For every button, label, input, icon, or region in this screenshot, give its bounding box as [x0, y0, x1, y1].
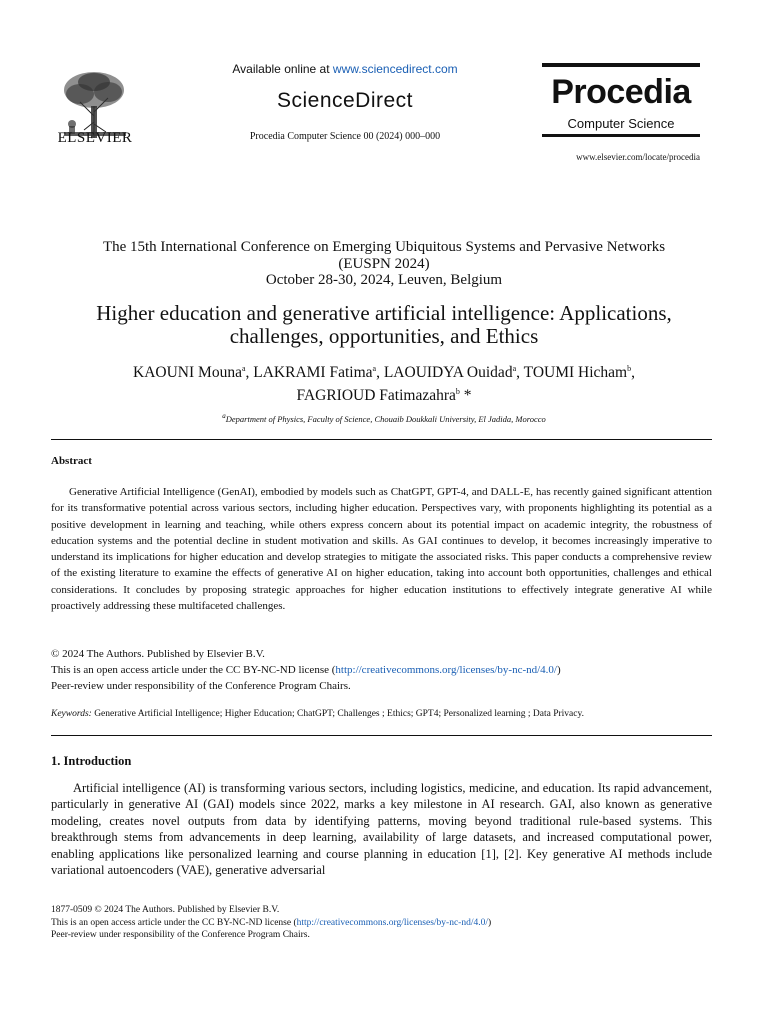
procedia-bottom-rule: [542, 134, 700, 137]
abstract-body: Generative Artificial Intelligence (GenAI), embodied by models such as ChatGPT, GPT-4, and DALL-E, has recently gained significant attention for its transformative potential across various sectors, including higher education. Perspectives vary, with proponents highlighting its potential as a positive development in learning and teaching, while others express concern about its potential impact on academic integrity, the robustness of education systems and the potential decline in student motivation and skills. As GAI continues to develop, it becomes increasingly imperative to understand its implications for higher education and develop strategies to mitigate the associated risks. This paper conducts a comprehensive review of the existing literature to examine the effects of generative AI on higher education, taking into account both opportunities, challenges and ethical considerations. It concludes by proposing strategic approaches for higher education institutions to effectively integrate generative AI while proactively addressing these multifaceted challenges.: [51, 486, 712, 613]
affiliation-mark: a: [222, 412, 226, 420]
page-footer: [51, 904, 712, 942]
elsevier-wordmark: ELSEVIER: [57, 130, 133, 146]
affiliation: [60, 412, 708, 424]
author-name: FAGRIOUD Fatimazahra: [296, 387, 456, 405]
available-online-label: Available online at: [232, 62, 333, 76]
footer-license-link[interactable]: http://creativecommons.org/licenses/by-nc-nd/4.0/: [296, 917, 488, 928]
conference-date-location: October 28-30, 2024, Leuven, Belgium: [265, 272, 503, 288]
corresponding-author-mark: *: [463, 387, 472, 405]
introduction-body: Artificial intelligence (AI) is transforming various sectors, including logistics, medicine, and education. Its rapid advancement, particularly in generative AI (GAI) models since 2022, marks a key milestone in AI research. GAI, also known as generative modeling, creates novel outputs from data by identifying patterns, moving beyond traditional rule-based systems. This breakthrough stems from advancements in deep learning, availability of large datasets, and increased computational power, enabling applications like personalized learning and course planning in education [1], [2]. Key generative AI methods include variational autoencoders (VAE), generative adversarial: [51, 781, 712, 878]
divider-bottom: [51, 735, 712, 736]
divider-top: [51, 439, 712, 440]
license-line: [51, 662, 712, 678]
abstract-heading: Abstract: [51, 455, 92, 467]
footer-peer-review: Peer-review under responsibility of the Conference Program Chairs.: [51, 930, 310, 940]
conference-name: The 15th International Conference on Emerging Ubiquitous Systems and Pervasive Networks: [102, 239, 666, 255]
license-prefix: This is an open access article under the CC BY-NC-ND license (: [51, 664, 336, 676]
footer-license: [51, 917, 712, 930]
author-line-1: KAOUNI Mouna$^a$, LAKRAMI Fatima$^a$, LAOUIDYA Ouidad$^a$, TOUMI Hicham$^b$,: [133, 364, 635, 382]
author-name: LAKRAMI Fatima: [253, 364, 373, 382]
author-name: TOUMI Hicham: [523, 364, 628, 382]
license-suffix: ): [557, 664, 561, 676]
procedia-top-rule: [542, 63, 700, 67]
conference-info: [40, 239, 728, 289]
sciencedirect-link[interactable]: www.sciencedirect.com: [332, 62, 458, 76]
peer-review-line: Peer-review under responsibility of the Conference Program Chairs.: [51, 680, 351, 692]
author-name: KAOUNI Mouna: [133, 364, 242, 382]
author-list: [60, 359, 708, 405]
introduction-heading: 1. Introduction: [51, 754, 132, 768]
footer-issn: 1877-0509 © 2024 The Authors. Published by Elsevier B.V.: [51, 905, 280, 915]
affiliation-text: Department of Physics, Faculty of Science, Chouaib Doukkali University, El Jadida, Morocco: [225, 413, 546, 424]
procedia-url[interactable]: www.elsevier.com/locate/procedia: [576, 152, 700, 162]
keywords-text: Generative Artificial Intelligence; Higher Education; ChatGPT; Challenges ; Ethics; GPT4; Personalized learning ; Data Privacy.: [94, 709, 585, 719]
footer-license-prefix: This is an open access article under the CC BY-NC-ND license (: [51, 917, 297, 928]
keywords-label: Keywords:: [51, 709, 92, 719]
sciencedirect-title: ScienceDirect: [276, 89, 414, 112]
author-affiliation-mark: a: [512, 364, 517, 373]
journal-citation: Procedia Computer Science 00 (2024) 000–000: [249, 131, 441, 142]
author-affiliation-mark: a: [372, 364, 377, 373]
paper-title-line-2: challenges, opportunities, and Ethics: [229, 324, 539, 348]
author-affiliation-mark: b: [627, 364, 632, 373]
procedia-logo-subtitle: Computer Science: [567, 116, 675, 131]
footer-license-suffix: ): [488, 917, 492, 928]
copyright-line: © 2024 The Authors. Published by Elsevier B.V.: [51, 648, 265, 660]
author-affiliation-mark: a: [241, 364, 246, 373]
paper-title-line-1: Higher education and generative artificial intelligence: Applications,: [96, 301, 672, 325]
author-name: LAOUIDYA Ouidad: [383, 364, 513, 382]
available-online-line: [200, 62, 490, 76]
keywords: [51, 709, 712, 719]
author-line-2: [60, 382, 708, 405]
license-link[interactable]: http://creativecommons.org/licenses/by-nc-nd/4.0/: [335, 664, 557, 676]
paper-title: [40, 302, 728, 348]
copyright-block: [51, 646, 712, 694]
procedia-logo-title: Procedia: [551, 73, 691, 111]
conference-acronym: (EUSPN 2024): [338, 255, 430, 272]
author-affiliation-mark: b: [455, 387, 460, 397]
